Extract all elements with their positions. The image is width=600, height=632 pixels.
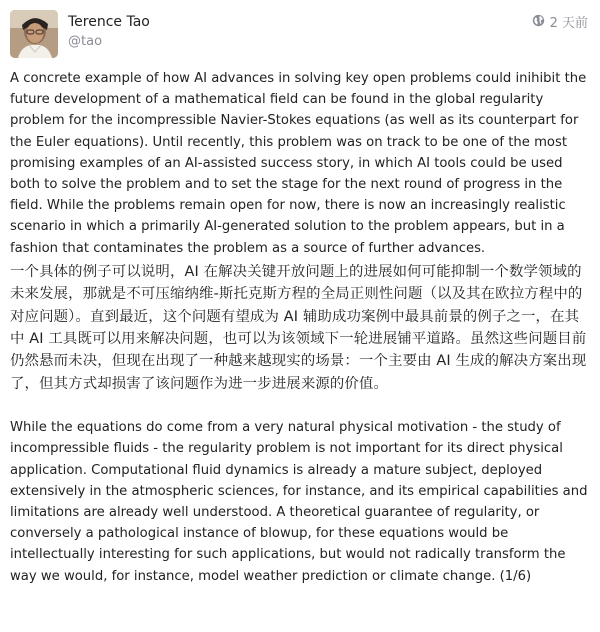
post-paragraph-2-translation: 一个具体的例子可以说明，AI 在解决关键开放问题上的进展如何可能抑制一个数学领域的未来发展，那就是不可压缩纳维-斯托克斯方程的全局正则性问题（以及其在欧拉方程中的对应问题）。直到最近，这个问题有望成为 AI 辅助成功案例中最具前景的例子之一，在其中 AI 工具既可以用来解决问题，也可以为该领域下一轮进展铺平道路。虽然这些问题目前仍然悬而未决，但现在出现了一种越来越现实的场景：一个主要由 AI 生成的解决方案出现了，但其方式却损害了该问题作为进一步进展来源的价值。 (10, 263, 587, 392)
post-meta (532, 14, 588, 33)
post-header (10, 10, 590, 60)
post-paragraph-3: While the equations do come from a very natural physical motivation - the study of incompressible fluids - the regularity problem is not important for its direct physical application. Computational fluid dynamics is already a mature subject, deployed extensively in the atmospheric sciences, for instance, and its empirical capabilities and limitations are already well understood. A theoretical guarantee of regularity, or conversely a pathological instance of blowup, for these equations would be intellectually interesting for such applications, but would not radically transform the way we would, for instance, model weather prediction or climate change. (1/6) (10, 420, 588, 584)
avatar[interactable] (10, 10, 58, 58)
post-content (10, 68, 592, 587)
post-timestamp[interactable]: 2 天前 (549, 15, 588, 31)
post-paragraph-1: A concrete example of how AI advances in solving key open problems could inihibit the future development of a mathematical field can be found in the global regularity problem for the incompressible Navier-Stokes equations (as well as its counterpart for the Euler equations). Until recently, this problem was on track to be one of the most promising examples of an AI-assisted success story, in which AI tools could be used both to solve the problem and to set the stage for the next round of progress in the field. While the problems remain open for now, there is now an increasingly realistic scenario in which a primarily AI-generated solution to the problem appears, but in a fashion that contaminates the problem as a source of further advances. (10, 71, 587, 256)
author-name[interactable]: Terence Tao (68, 14, 150, 30)
paragraph-gap (10, 395, 592, 417)
globe-icon (532, 14, 545, 33)
author-handle[interactable]: @tao (68, 34, 103, 49)
author-info (68, 12, 150, 52)
avatar-photo-icon (10, 10, 58, 58)
